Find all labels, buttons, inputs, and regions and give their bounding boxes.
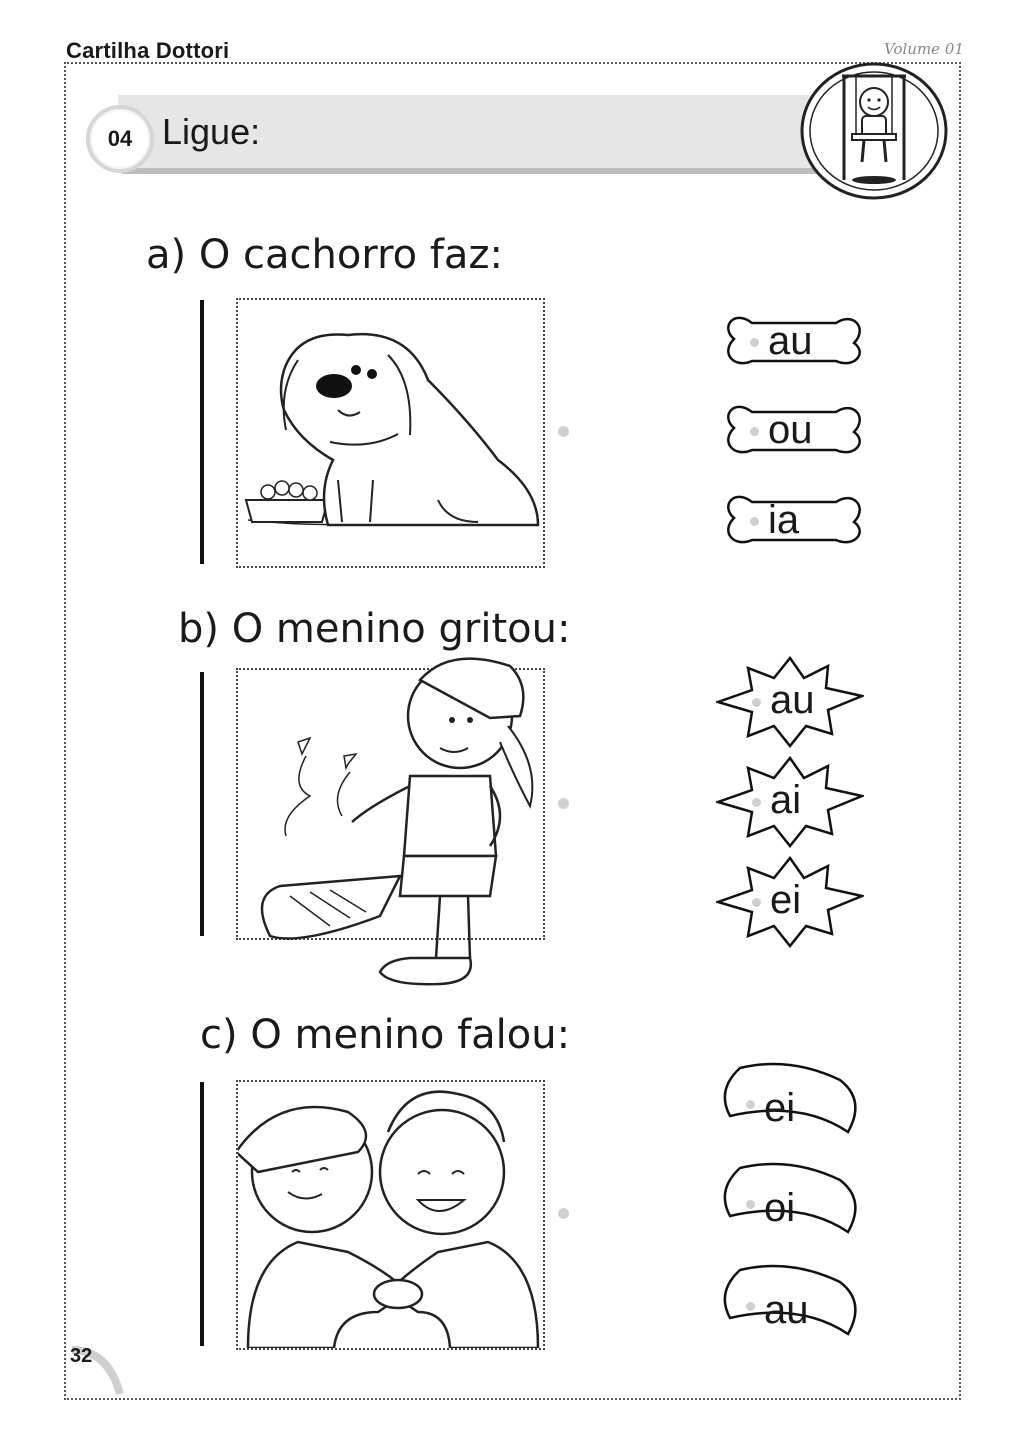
exercise-instruction: Ligue: — [162, 111, 261, 152]
option-a-au-dot — [750, 338, 759, 347]
option-a-ou-dot — [750, 427, 759, 436]
question-b-label: b) O menino gritou: — [178, 606, 571, 652]
option-b-ei-dot — [752, 898, 761, 907]
option-b-au-label: au — [770, 678, 815, 722]
exercise-banner-shadow — [118, 168, 838, 174]
option-a-au[interactable] — [724, 305, 864, 381]
volume-label: Volume 01 — [884, 40, 964, 58]
question-b-bar — [200, 672, 204, 936]
question-b-connect-dot[interactable] — [558, 798, 569, 809]
page-number: 32 — [70, 1345, 93, 1367]
option-c-ei-label: ei — [764, 1086, 796, 1130]
question-a-bar — [200, 300, 204, 564]
option-c-au-label: au — [764, 1288, 809, 1332]
option-b-ai-dot — [752, 798, 761, 807]
question-a-picture-frame — [236, 298, 545, 568]
question-c-connect-dot[interactable] — [558, 1208, 569, 1219]
question-c-picture-frame — [236, 1080, 545, 1350]
option-c-oi-dot — [746, 1200, 755, 1209]
option-b-ei-label: ei — [770, 878, 802, 922]
option-b-ai-label: ai — [770, 778, 802, 822]
option-a-ia-dot — [750, 517, 759, 526]
option-c-oi[interactable] — [720, 1160, 860, 1236]
swing-medallion-icon — [800, 62, 948, 200]
exercise-number: 04 — [107, 126, 133, 151]
option-a-ou[interactable] — [724, 394, 864, 470]
question-a-label: a) O cachorro faz: — [146, 232, 503, 278]
option-a-ia-label: ia — [768, 498, 800, 542]
dog-illustration-icon — [238, 300, 543, 566]
option-c-ei[interactable] — [720, 1060, 860, 1136]
option-b-au-dot — [752, 698, 761, 707]
option-a-au-label: au — [768, 319, 813, 363]
option-b-ai[interactable] — [716, 756, 864, 848]
exercise-number-badge — [86, 105, 154, 173]
question-a-connect-dot[interactable] — [558, 426, 569, 437]
option-c-au[interactable] — [720, 1262, 860, 1338]
option-a-ia[interactable] — [724, 484, 864, 560]
question-c-label: c) O menino falou: — [200, 1012, 571, 1058]
option-b-au[interactable] — [716, 656, 864, 748]
question-c-bar — [200, 1082, 204, 1346]
option-b-ei[interactable] — [716, 856, 864, 948]
boys-handshake-illustration-icon — [238, 1082, 543, 1348]
option-c-au-dot — [746, 1302, 755, 1311]
option-a-ou-label: ou — [768, 408, 813, 452]
option-c-ei-dot — [746, 1100, 755, 1109]
book-title: Cartilha Dottori — [66, 38, 230, 63]
boy-kicking-illustration-icon — [240, 646, 540, 992]
option-c-oi-label: oi — [764, 1186, 796, 1230]
